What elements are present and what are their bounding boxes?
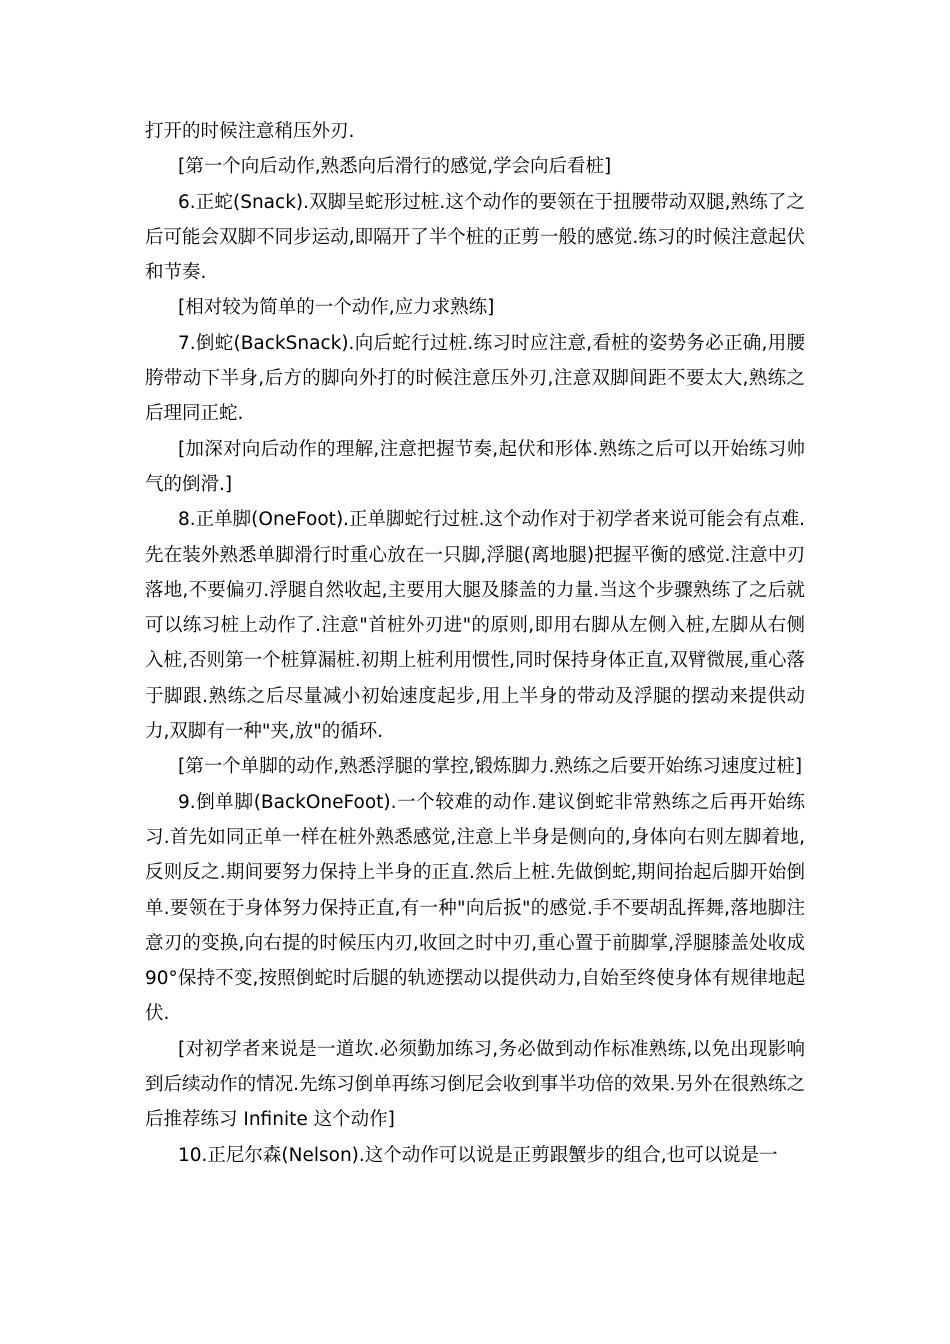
note-backward-intro: [第一个向后动作,熟悉向后滑行的感觉,学会向后看桩] — [178, 156, 612, 178]
paragraph-continuation: 打开的时候注意稍压外刃. — [145, 121, 355, 142]
document-body — [145, 114, 805, 1173]
item-8-one-foot: 8.正单脚(OneFoot).正单脚蛇行过桩.这个动作对于初学者来说可能会有点难.先在装外熟悉单脚滑行时重心放在一只脚,浮腿(离地腿)把握平衡的感觉.注意中刃落地,不要偏刃.浮腿自然收起,主要用大腿及膝盖的力量.当这个步骤熟练了之后就可以练习桩上动作了.注意"首桩外刃进"的原则,即用右脚从左侧入桩,左脚从右侧入桩,否则第一个桩算漏桩.初期上桩利用惯性,同时保持身体正直,双臂微展,重心落于脚跟.熟练之后尽量减小初始速度起步,用上半身的带动及浮腿的摆动来提供动力,双脚有一种"夹,放"的循环. — [145, 509, 805, 743]
item-10-nelson: 10.正尼尔森(Nelson).这个动作可以说是正剪跟蟹步的组合,也可以说是一 — [178, 1144, 778, 1166]
item-9-back-one-foot: 9.倒单脚(BackOneFoot).一个较难的动作.建议倒蛇非常熟练之后再开始练习.首先如同正单一样在桩外熟悉感觉,注意上半身是侧向的,身体向右则左脚着地,反则反之.期间要努力保持上半身的正直.然后上桩.先做倒蛇,期间抬起后脚开始倒单.要领在于身体努力保持正直,有一种"向后扳"的感觉.手不要胡乱挥舞,落地脚注意刃的变换,向右提的时候压内刃,收回之时中刃,重心置于前脚掌,浮腿膝盖处收成90°保持不变,按照倒蛇时后腿的轨迹摆动以提供动力,自始至终使身体有规律地起伏. — [145, 791, 805, 1025]
note-snake: [相对较为简单的一个动作,应力求熟练] — [178, 297, 495, 319]
item-6-snake: 6.正蛇(Snack).双脚呈蛇形过桩.这个动作的要领在于扭腰带动双腿,熟练了之后可能会双脚不同步运动,即隔开了半个桩的正剪一般的感觉.练习的时候注意起伏和节奏. — [145, 191, 805, 284]
item-7-back-snake: 7.倒蛇(BackSnack).向后蛇行过桩.练习时应注意,看桩的姿势务必正确,用腰胯带动下半身,后方的脚向外打的时候注意压外刃,注意双脚间距不要太大,熟练之后理同正蛇. — [145, 332, 805, 425]
note-one-foot: [第一个单脚的动作,熟悉浮腿的掌控,锻炼脚力.熟练之后要开始练习速度过桩] — [178, 756, 803, 778]
note-back-one-foot: [对初学者来说是一道坎.必须勤加练习,务必做到动作标准熟练,以免出现影响到后续动作的情况.先练习倒单再练习倒尼会收到事半功倍的效果.另外在很熟练之后推荐练习 Infinite 这个动作] — [145, 1038, 805, 1131]
note-back-snake: [加深对向后动作的理解,注意把握节奏,起伏和形体.熟练之后可以开始练习帅气的倒滑.] — [145, 438, 805, 495]
